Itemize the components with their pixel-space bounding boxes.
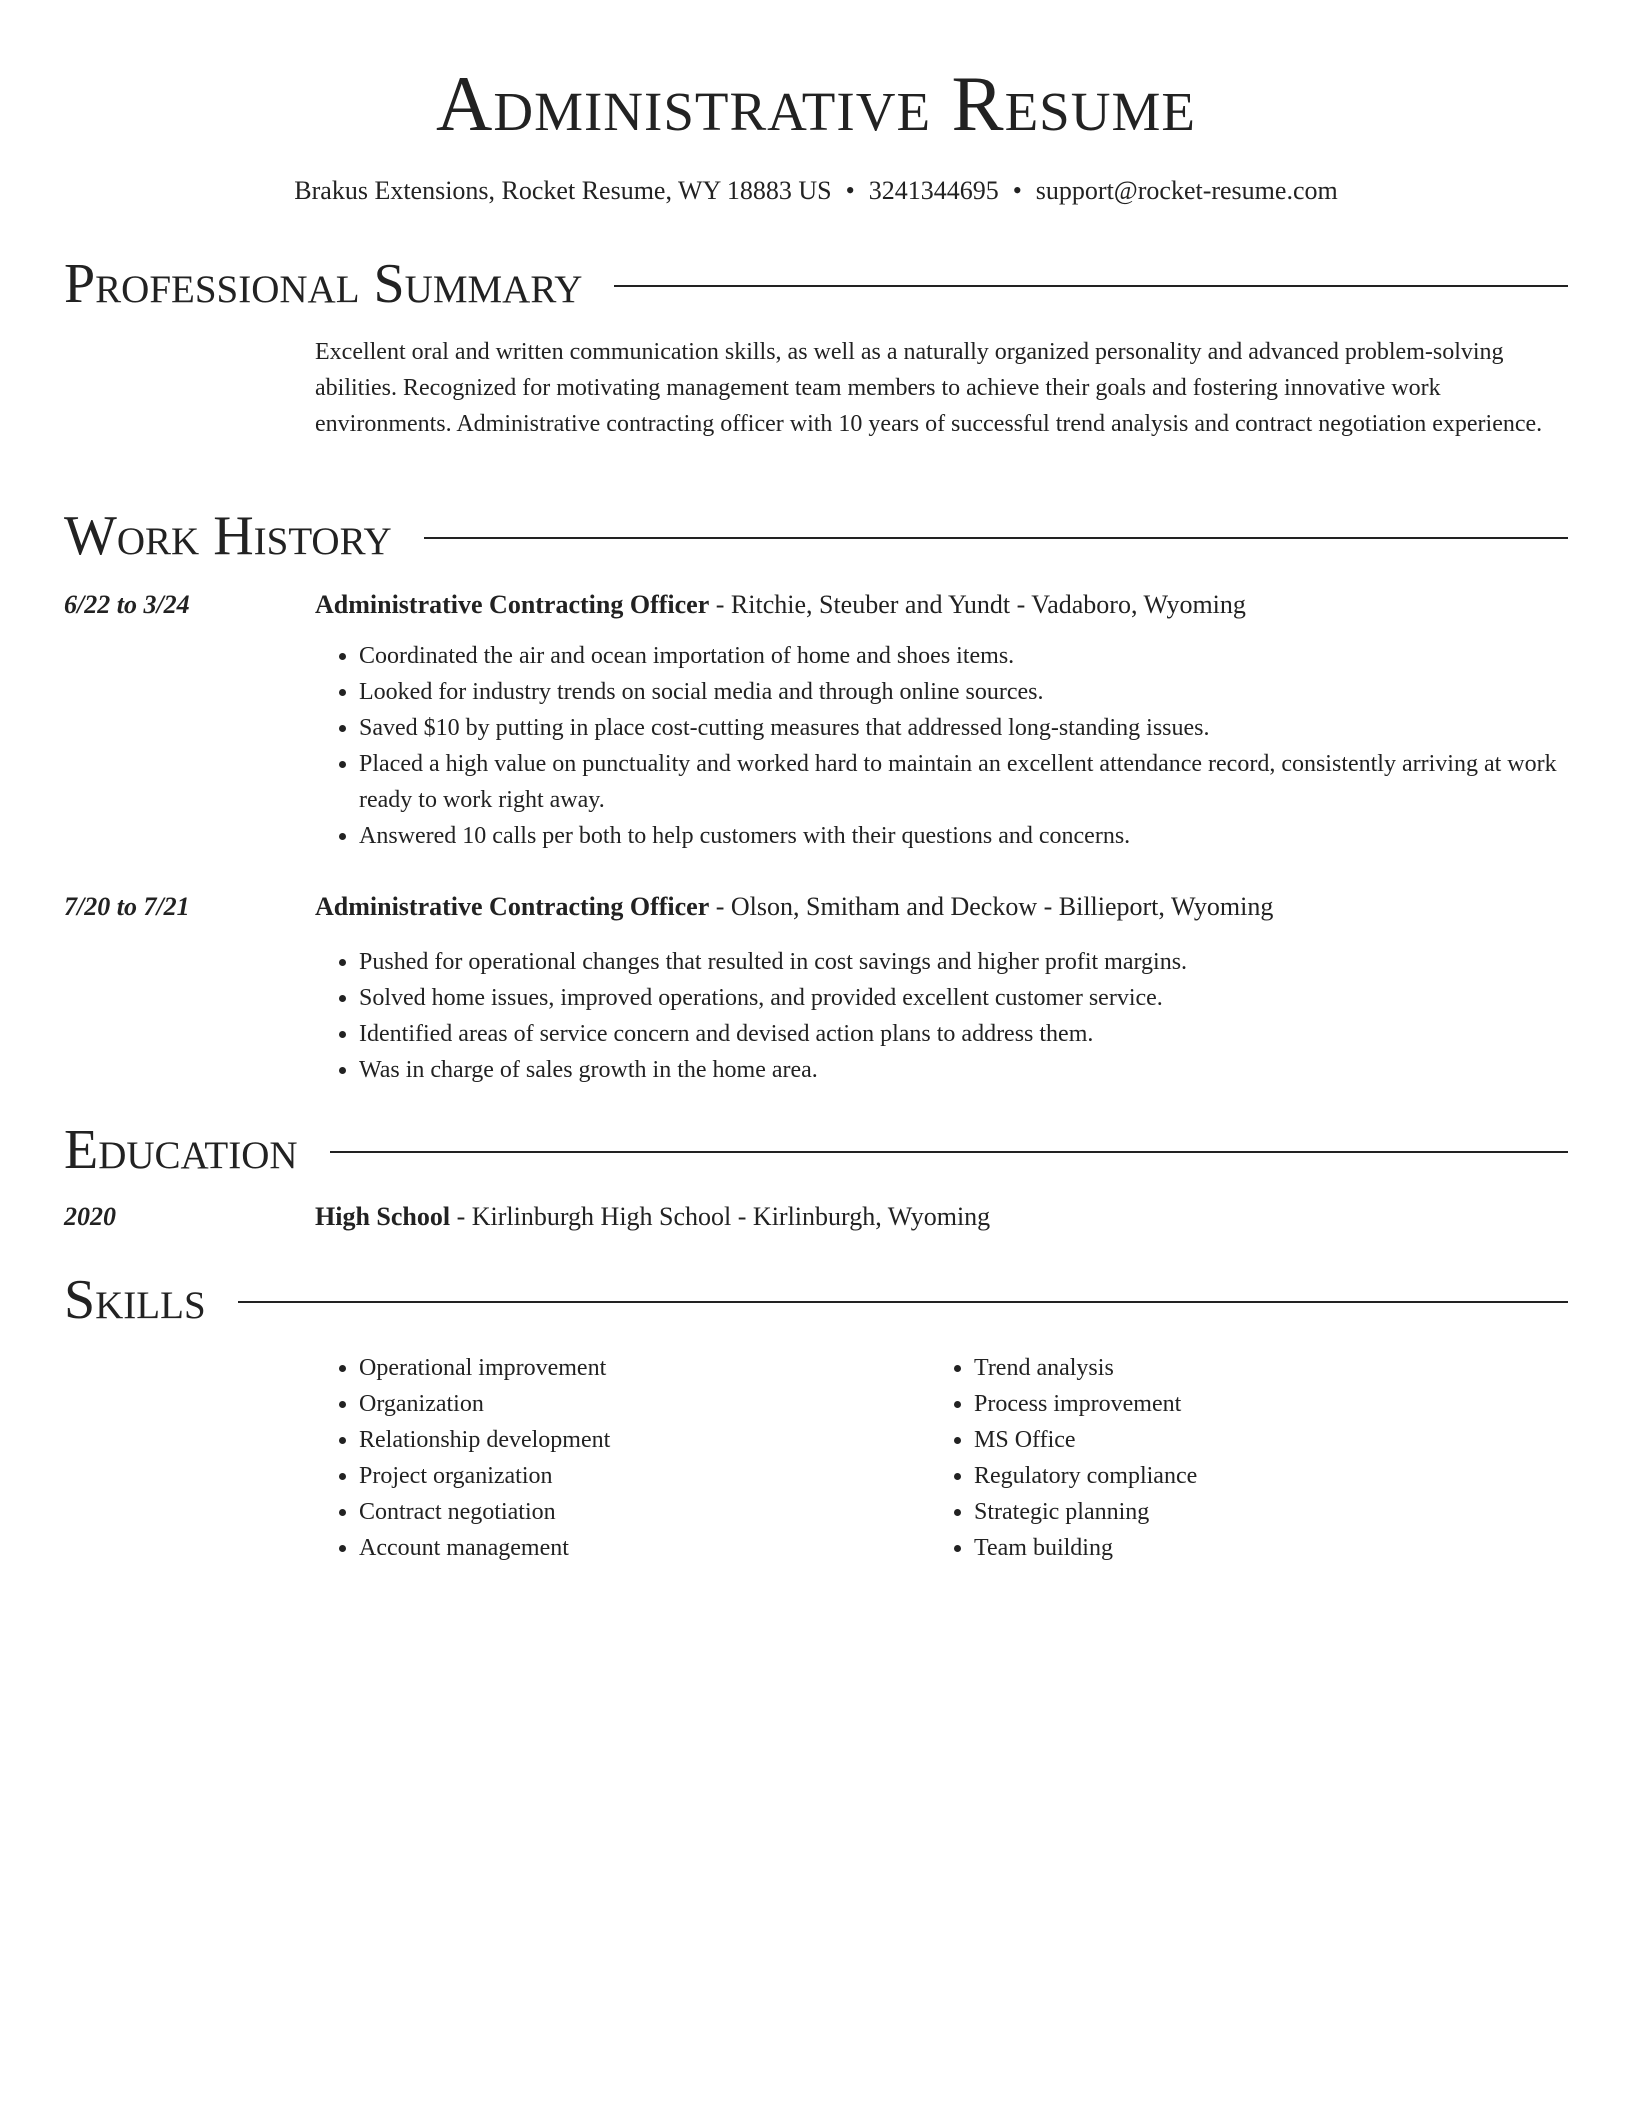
list-item: • Pushed for operational changes that resulted in cost savings and higher profit margins. <box>359 944 1612 980</box>
section-divider <box>238 1301 1568 1303</box>
skill-item: • Project organization <box>359 1458 919 1494</box>
skill-item: • MS Office <box>974 1422 1534 1458</box>
skill-item: • Team building <box>974 1530 1534 1566</box>
contact-line <box>64 174 1568 208</box>
section-divider <box>424 537 1568 539</box>
skill-item: • Operational improvement <box>359 1350 919 1386</box>
job-role: Administrative Contracting Officer <box>315 892 710 921</box>
summary-text: Excellent oral and written communication skills, as well as a naturally organized personality and advanced problem-solving abilities. Recognized for motivating management team members to achieve their goals and fostering innovative work environments. Administrative contracting officer with 10 years of successful trend analysis and contract negotiation experience. <box>315 339 1543 437</box>
skill-item: • Contract negotiation <box>359 1494 919 1530</box>
list-item: • Was in charge of sales growth in the home area. <box>359 1052 1612 1088</box>
section-skills <box>64 1268 1568 1332</box>
contact-phone: 3241344695 <box>868 176 999 205</box>
skills-list-left <box>315 1350 919 1566</box>
skill-item: • Trend analysis <box>974 1350 1534 1386</box>
job-bullets <box>315 944 1612 1088</box>
contact-separator: • <box>845 176 855 205</box>
job-dates: 7/20 to 7/21 <box>64 892 190 921</box>
skill-item: • Organization <box>359 1386 919 1422</box>
list-item: • Looked for industry trends on social media and through online sources. <box>359 674 1612 710</box>
skills-list-right <box>930 1350 1534 1566</box>
contact-address: Brakus Extensions, Rocket Resume, WY 18883 US <box>294 176 832 205</box>
section-heading: Education <box>64 1119 298 1181</box>
job-bullets <box>315 638 1612 854</box>
job-heading <box>315 588 1246 622</box>
section-professional-summary <box>64 252 1568 316</box>
section-work-history <box>64 504 1568 568</box>
list-item: • Saved $10 by putting in place cost-cutting measures that addressed long-standing issues. <box>359 710 1612 746</box>
job-dates: 6/22 to 3/24 <box>64 590 190 619</box>
skill-item: • Strategic planning <box>974 1494 1534 1530</box>
section-heading: Skills <box>64 1269 206 1331</box>
list-item: • Coordinated the air and ocean importation of home and shoes items. <box>359 638 1612 674</box>
list-item: • Solved home issues, improved operations, and provided excellent customer service. <box>359 980 1612 1016</box>
section-heading: Professional Summary <box>64 253 583 315</box>
list-item: • Identified areas of service concern and devised action plans to address them. <box>359 1016 1612 1052</box>
skill-item: • Regulatory compliance <box>974 1458 1534 1494</box>
contact-email: support@rocket-resume.com <box>1035 176 1338 205</box>
education-heading <box>315 1200 990 1234</box>
job-role: Administrative Contracting Officer <box>315 590 710 619</box>
job-employer: - Olson, Smitham and Deckow - Billieport, Wyoming <box>709 892 1274 921</box>
skill-item: • Relationship development <box>359 1422 919 1458</box>
list-item: • Placed a high value on punctuality and worked hard to maintain an excellent attendance record, consistently arriving at work ready to work right away. <box>359 746 1612 818</box>
resume-title: Administrative Resume <box>436 60 1196 147</box>
section-divider <box>614 285 1568 287</box>
education-year: 2020 <box>64 1202 116 1231</box>
skill-item: • Account management <box>359 1530 919 1566</box>
education-school: - Kirlinburgh High School - Kirlinburgh, Wyoming <box>450 1202 991 1231</box>
list-item: • Answered 10 calls per both to help customers with their questions and concerns. <box>359 818 1612 854</box>
education-degree: High School <box>315 1202 451 1231</box>
job-heading <box>315 890 1273 924</box>
section-divider <box>330 1151 1568 1153</box>
contact-separator: • <box>1012 176 1022 205</box>
job-employer: - Ritchie, Steuber and Yundt - Vadaboro, Wyoming <box>709 590 1246 619</box>
section-education <box>64 1118 1568 1182</box>
section-heading: Work History <box>64 505 392 567</box>
skill-item: • Process improvement <box>974 1386 1534 1422</box>
